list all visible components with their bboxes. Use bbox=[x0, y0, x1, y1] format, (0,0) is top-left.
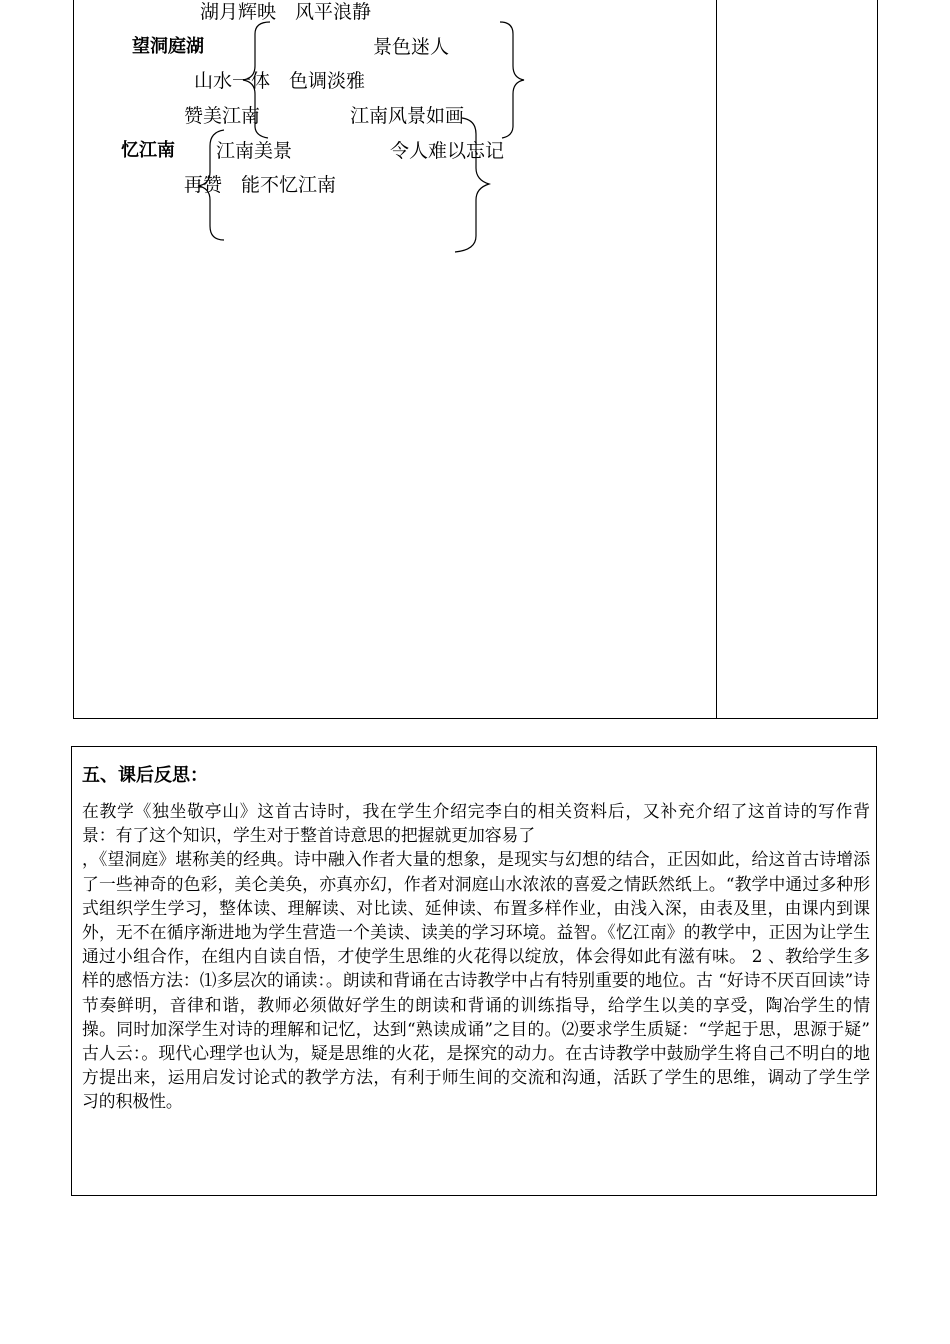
reflection-section bbox=[71, 746, 877, 1196]
board-title-1: 望洞庭湖 bbox=[132, 36, 204, 57]
board-item-4: 江南风景如画 bbox=[350, 105, 465, 127]
reflection-paragraph: 在教学《独坐敬亭山》这首古诗时，我在学生介绍完李白的相关资料后，又补充介绍了这首诗的写作背景：有了这个知识，学生对于整首诗意思的把握就更加容易了 bbox=[82, 801, 870, 846]
right-brace-2 bbox=[455, 118, 489, 252]
board-item-2: 山水一体 色调淡雅 bbox=[194, 70, 366, 92]
board-item-6: 令人难以忘记 bbox=[390, 140, 505, 162]
board-item-5: 江南美景 bbox=[216, 140, 293, 162]
right-brace-1 bbox=[500, 22, 524, 138]
board-title-2: 忆江南 bbox=[121, 140, 175, 161]
board-item-1: 景色迷人 bbox=[373, 36, 450, 58]
reflection-heading: 五、课后反思： bbox=[82, 765, 208, 786]
reflection-paragraph: ，《望洞庭》堪称美的经典。诗中融入作者大量的想象，是现实与幻想的结合，正因如此，给这首古诗增添了一些神奇的色彩，美仑美奂，亦真亦幻，作者对洞庭山水浓浓的喜爱之情跃然纸上。“教学中通过多种形式组织学生学习，整体读、理解读、对比读、延伸读、布置多样作业，由浅入深，由表及里，由课内到课外，无不在循序渐进地为学生营造一个美读、读美的学习环境。益智。《忆江南》的教学中，正因为让学生通过小组合作，在组内自读自悟，才使学生思维的火花得以绽放，体会得如此有滋有味。 2 、教给学生多样的感悟方法：⑴多层次的诵读：。朗读和背诵在古诗教学中占有特别重要的地位。古 “好诗不厌百回读”诗节奏鲜明，音律和谐，教师必须做好学生的朗读和背诵的训练指导，给学生以美的享受，陶冶学生的情操。同时加深学生对诗的理解和记忆，达到“熟读成诵”之目的。⑵要求学生质疑：“学起于思，思源于疑” 古人云：。现代心理学也认为，疑是思维的火花，是探究的动力。在古诗教学中鼓励学生将自己不明白的地方提出来，运用启发讨论式的教学方法，有利于师生间的交流和沟通，活跃了学生的思维，调动了学生学习的积极性。 bbox=[82, 849, 870, 1112]
board-line-1: 湖月辉映 风平浪静 bbox=[200, 1, 372, 23]
board-item-7: 再赞 能不忆江南 bbox=[184, 174, 337, 196]
reflection-body bbox=[82, 799, 870, 1114]
board-item-3: 赞美江南 bbox=[184, 105, 261, 127]
